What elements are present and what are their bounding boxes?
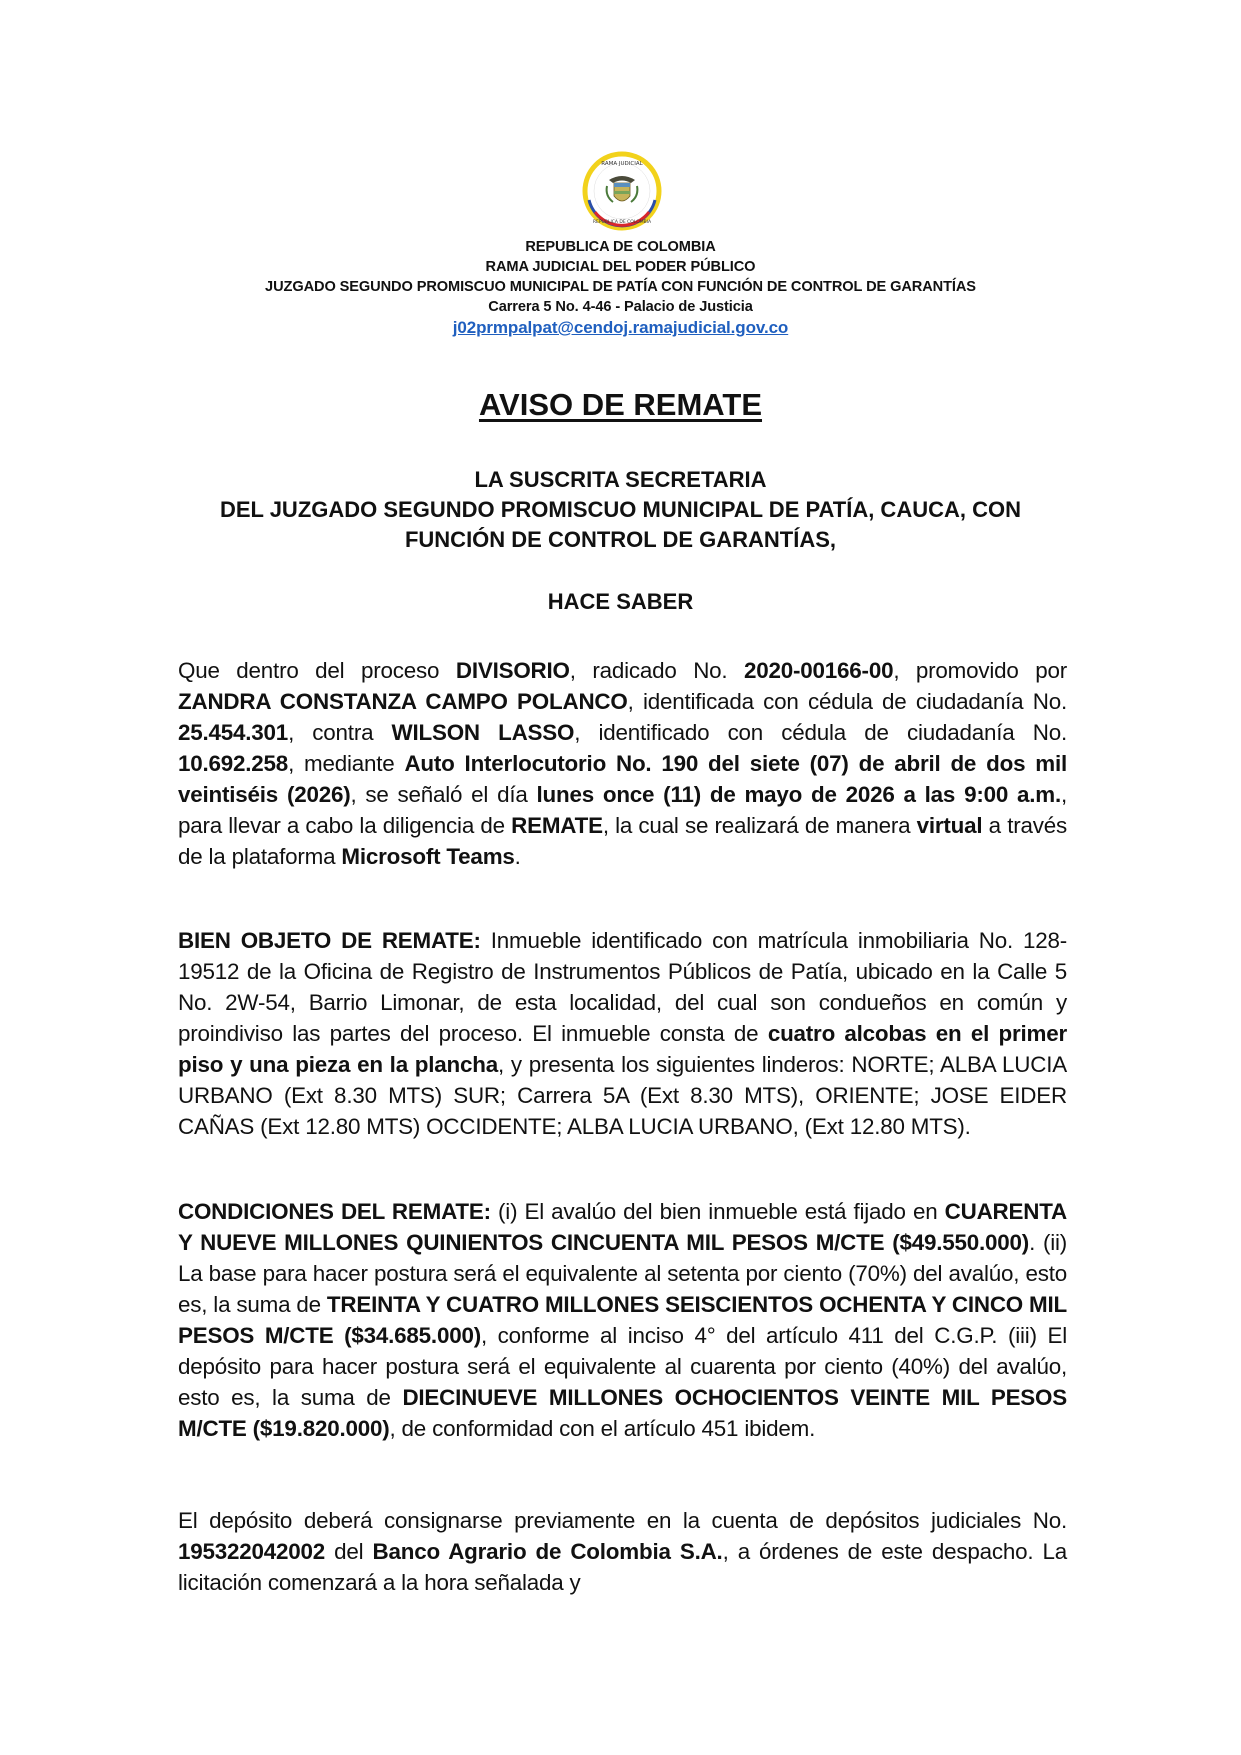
text: , la cual se realizará de manera [602,813,917,838]
appraisal-amount: CUARENTA Y NUEVE MILLONES QUINIENTOS CINCUENTA MIL PESOS M/CTE ($49.550.000) [178,1199,1067,1255]
hace-saber-heading: HACE SABER [547,589,694,614]
modality: virtual [916,813,983,838]
process-type: DIVISORIO [455,658,570,683]
text: , mediante [288,751,405,776]
base-bid-amount: TREINTA Y CUATRO MILLONES SEISCIENTOS OCHENTA Y CINCO MIL PESOS M/CTE ($34.685.000) [178,1292,1068,1348]
text: Inmueble identificado con matrícula inmobiliaria No. 128-19512 de la Oficina de Registro de Instrumentos Públicos de Patía, ubicado en la Calle 5 No. 2W-54, Barrio Limonar, de esta localidad, del cual son condueños en común y proindiviso las partes del proceso. El inmueble consta de [178,928,1067,1046]
issuer-line-1: LA SUSCRITA SECRETARIA [474,467,767,492]
text: El depósito deberá consignarse previamente en la cuenta de depósitos judiciales No. [178,1508,1067,1533]
text: , a órdenes de este despacho. La licitación comenzará a la hora señalada y [178,1539,1067,1595]
text: , de conformidad con el artículo 451 ibidem. [389,1416,816,1441]
text: (i) El avalúo del bien inmueble está fijado en [490,1199,945,1224]
text: , se señaló el día [350,782,537,807]
letterhead [160,237,1081,339]
defendant-name: WILSON LASSO [391,720,575,745]
paragraph-deposit [178,1505,1067,1598]
conditions-label: CONDICIONES DEL REMATE: [178,1199,491,1224]
text: , identificada con cédula de ciudadanía No. [627,689,1067,714]
platform: Microsoft Teams [341,844,515,869]
issuer-block [160,465,1081,555]
issuer-line-2: DEL JUZGADO SEGUNDO PROMISCUO MUNICIPAL DE PATÍA, CAUCA, CON [219,497,1021,522]
header-email-link[interactable]: j02prmpalpat@cendoj.ramajudicial.gov.co [452,318,789,337]
colombia-coat-of-arms-seal-icon [581,150,663,232]
paragraph-property [178,925,1067,1142]
text: , y presenta los siguientes linderos: NORTE; ALBA LUCIA URBANO (Ext 8.30 MTS) SUR; Carrera 5A (Ext 8.30 MTS), ORIENTE; JOSE EIDER CAÑAS (Ext 12.80 MTS) OCCIDENTE; ALBA LUCIA URBANO, (Ext 12.80 MTS). [178,1052,1068,1139]
property-label: BIEN OBJETO DE REMATE: [178,928,481,953]
text: , identificado con cédula de ciudadanía No. [574,720,1067,745]
defendant-id: 10.692.258 [178,751,289,776]
text: , radicado No. [569,658,745,683]
paragraph-conditions [178,1196,1067,1444]
paragraph-process-details [178,655,1067,872]
property-rooms: cuatro alcobas en el primer piso y una pieza en la plancha [178,1021,1067,1077]
text: . (ii) La base para hacer postura será el equivalente al setenta por ciento (70%) del avalúo, esto es, la suma de [178,1230,1067,1317]
text: a través de la plataforma [178,813,1067,869]
account-number: 195322042002 [178,1539,326,1564]
seal-text-bottom: REPÚBLICA DE COLOMBIA [592,220,652,225]
case-number: 2020-00166-00 [744,658,894,683]
bank-name: Banco Agrario de Colombia S.A. [372,1539,723,1564]
issuer-line-3: FUNCIÓN DE CONTROL DE GARANTÍAS, [404,527,837,552]
text: del [325,1539,373,1564]
text: , para llevar a cabo la diligencia de [178,782,1067,838]
court-seal [581,150,663,232]
text: Que dentro del proceso [178,658,456,683]
header-address: Carrera 5 No. 4-46 - Palacio de Justicia [488,299,753,315]
header-branch: RAMA JUDICIAL DEL PODER PÚBLICO [485,259,756,275]
deposit-amount: DIECINUEVE MILLONES OCHOCIENTOS VEINTE MIL PESOS M/CTE ($19.820.000) [178,1385,1067,1441]
text: , conforme al inciso 4° del artículo 411 del C.G.P. (iii) El depósito para hacer postura será el equivalente al cuarenta por ciento (40%) del avalúo, esto es, la suma de [178,1323,1067,1410]
text: , promovido por [893,658,1067,683]
plaintiff-name: ZANDRA CONSTANZA CAMPO POLANCO [178,689,628,714]
header-court: JUZGADO SEGUNDO PROMISCUO MUNICIPAL DE PATÍA CON FUNCIÓN DE CONTROL DE GARANTÍAS [265,279,976,295]
header-country: REPUBLICA DE COLOMBIA [525,239,716,255]
court-order: Auto Interlocutorio No. 190 del siete (07) de abril de dos mil veintiséis (2026) [178,751,1067,807]
auction-date: lunes once (11) de mayo de 2026 a las 9:00 a.m. [536,782,1061,807]
remate-keyword: REMATE [511,813,603,838]
text: . [514,844,521,869]
plaintiff-id: 25.454.301 [178,720,289,745]
text: , contra [288,720,392,745]
document-title: AVISO DE REMATE [478,387,763,422]
seal-text-top: RAMA JUDICIAL [601,161,643,167]
